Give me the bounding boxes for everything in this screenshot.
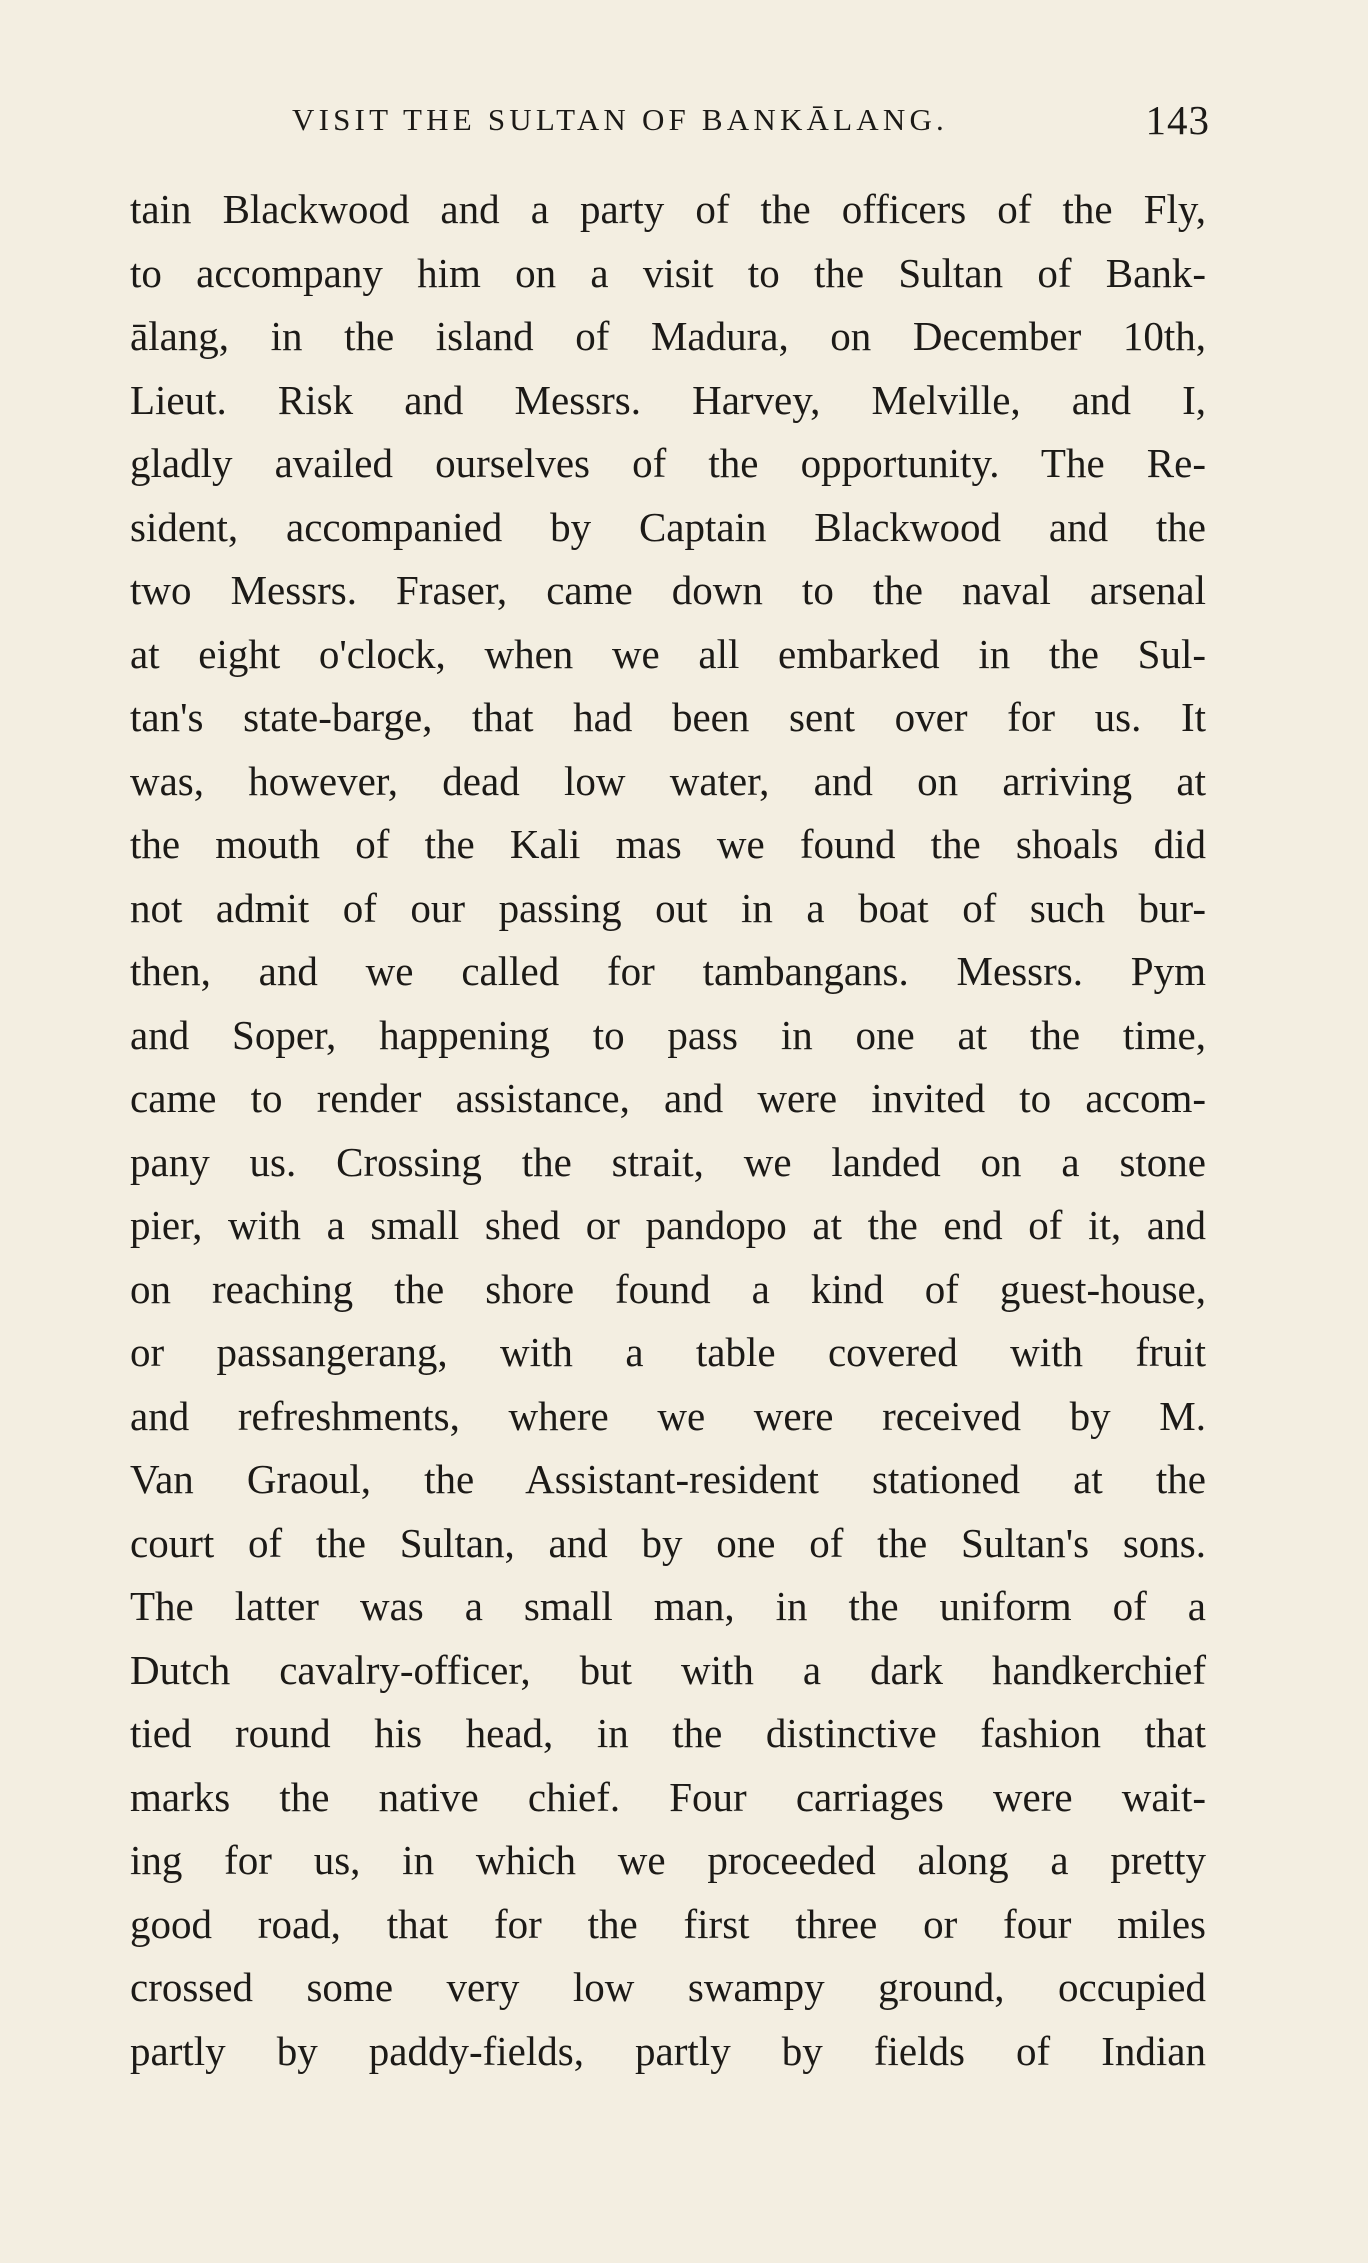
text-line: sident, accompanied by Captain Blackwood and the bbox=[130, 503, 1206, 550]
text-line: ing for us, in which we proceeded along a pretty bbox=[130, 1837, 1206, 1883]
text-line: to accompany him on a visit to the Sultan of Bank- bbox=[130, 249, 1206, 296]
text-line: tied round his head, in the distinctive fashion that bbox=[130, 1710, 1206, 1756]
text-line: marks the native chief. Four carriages were wait- bbox=[130, 1773, 1206, 1820]
text-line: court of the Sultan, and by one of the Sultan's sons. bbox=[130, 1519, 1206, 1566]
text-line: pany us. Crossing the strait, we landed on a stone bbox=[130, 1138, 1206, 1185]
page-number: 143 bbox=[1145, 97, 1210, 143]
text-line: crossed some very low swampy ground, occupied bbox=[130, 1964, 1206, 2010]
text-line: on reaching the shore found a kind of guest-house, bbox=[130, 1265, 1206, 1312]
text-line: two Messrs. Fraser, came down to the naval arsenal bbox=[130, 567, 1206, 613]
text-line: then, and we called for tambangans. Messrs. Pym bbox=[130, 948, 1206, 994]
text-line: Van Graoul, the Assistant-resident stationed at the bbox=[130, 1456, 1206, 1502]
body-text bbox=[130, 178, 1206, 2083]
text-line: Dutch cavalry-officer, but with a dark handkerchief bbox=[130, 1646, 1206, 1693]
text-line: pier, with a small shed or pandopo at the end of it, and bbox=[130, 1202, 1206, 1248]
running-title: VISIT THE SULTAN OF BANKĀLANG. bbox=[292, 102, 948, 137]
text-line: partly by paddy-fields, partly by fields of Indian bbox=[130, 2027, 1206, 2074]
text-line: good road, that for the first three or four miles bbox=[130, 1900, 1206, 1947]
text-line: The latter was a small man, in the uniform of a bbox=[130, 1583, 1206, 1629]
text-line: at eight o'clock, when we all embarked in the Sul- bbox=[130, 630, 1206, 677]
text-line: was, however, dead low water, and on arriving at bbox=[130, 757, 1206, 804]
running-head bbox=[130, 96, 1210, 156]
text-line: gladly availed ourselves of the opportunity. The Re- bbox=[130, 440, 1206, 486]
text-line: and refreshments, where we were received by M. bbox=[130, 1392, 1206, 1439]
text-line: came to render assistance, and were invited to accom- bbox=[130, 1075, 1206, 1121]
text-line: ālang, in the island of Madura, on December 10th, bbox=[130, 313, 1206, 359]
text-line: Lieut. Risk and Messrs. Harvey, Melville, and I, bbox=[130, 376, 1206, 423]
text-line: not admit of our passing out in a boat of such bur- bbox=[130, 884, 1206, 931]
text-line: tain Blackwood and a party of the officers of the Fly, bbox=[130, 186, 1206, 232]
text-line: or passangerang, with a table covered with fruit bbox=[130, 1329, 1206, 1375]
text-line: and Soper, happening to pass in one at the time, bbox=[130, 1011, 1206, 1058]
text-line: tan's state-barge, that had been sent over for us. It bbox=[130, 694, 1206, 740]
text-line: the mouth of the Kali mas we found the shoals did bbox=[130, 821, 1206, 867]
